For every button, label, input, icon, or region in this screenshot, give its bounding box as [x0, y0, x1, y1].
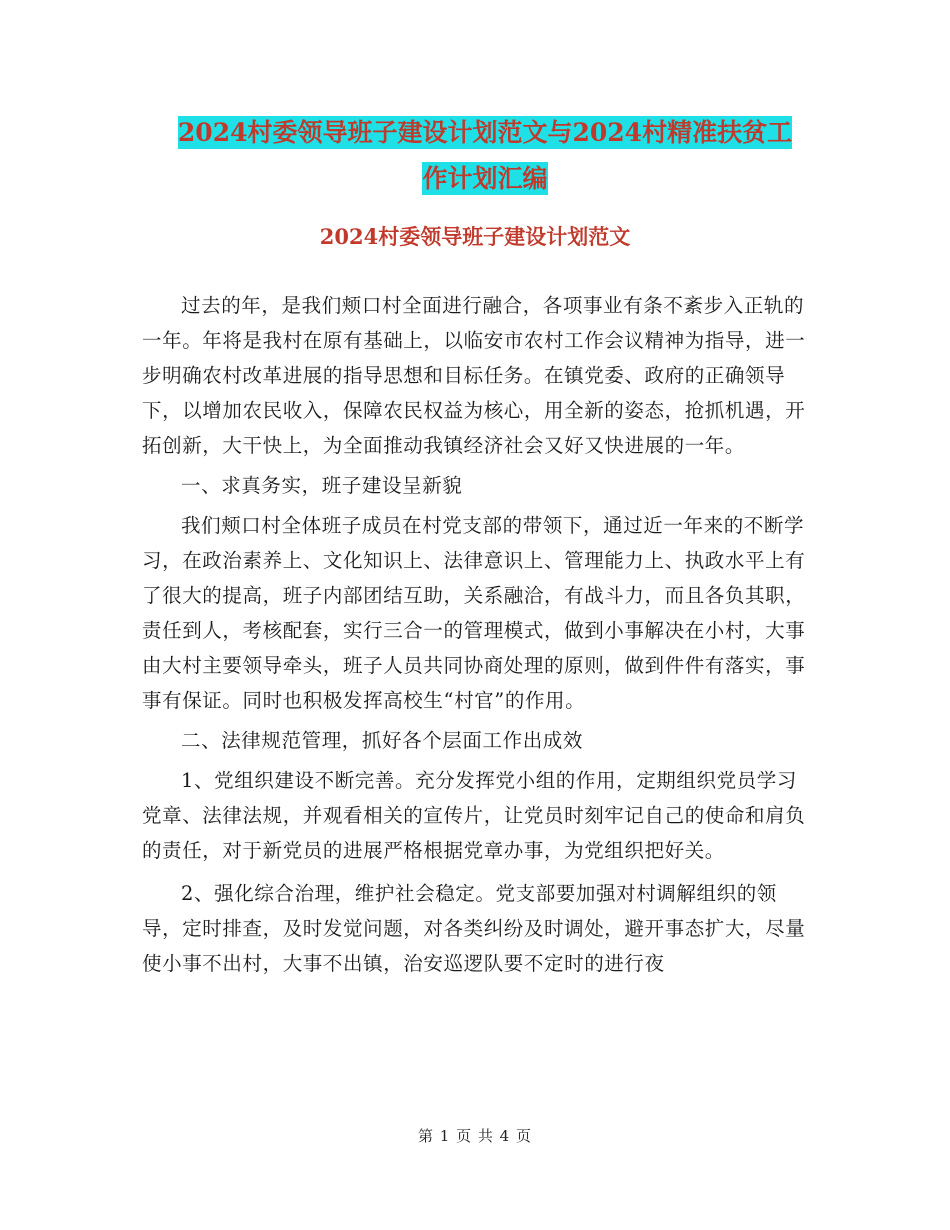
document-title-line1: 2024村委领导班子建设计划范文与2024村精准扶贫工	[177, 118, 793, 147]
paragraph: 1、党组织建设不断完善。充分发挥党小组的作用，定期组织党员学习党章、法律法规，并观看相关的宣传片，让党员时刻牢记自己的使命和肩负的责任，对于新党员的进展严格根据党章办事，为党组织把好关。	[142, 769, 806, 862]
document-body	[142, 288, 810, 986]
paragraph: 过去的年，是我们颊口村全面进行融合，各项事业有条不紊步入正轨的一年。年将是我村在原有基础上，以临安市农村工作会议精神为指导，进一步明确农村改革进展的指导思想和目标任务。在镇党委、政府的正确领导下，以增加农民收入，保障农民权益为核心，用全新的姿态，抢抓机遇，开拓创新，大干快上，为全面推动我镇经济社会又好又快进展的一年。	[142, 294, 806, 457]
heading-paragraph: 一、求真务实，班子建设呈新貌	[181, 474, 463, 497]
paragraph: 2、强化综合治理，维护社会稳定。党支部要加强对村调解组织的领导，定时排查，及时发觉问题，对各类纠纷及时调处，避开事态扩大，尽量使小事不出村，大事不出镇，治安巡逻队要不定时的进行夜	[142, 882, 806, 975]
paragraph: 我们颊口村全体班子成员在村党支部的带领下，通过近一年来的不断学习，在政治素养上、文化知识上、法律意识上、管理能力上、执政水平上有了很大的提高，班子内部团结互助，关系融洽，有战斗力，而且各负其职，责任到人，考核配套，实行三合一的管理模式，做到小事解决在小村，大事由大村主要领导牵头，班子人员共同协商处理的原则，做到件件有落实，事事有保证。同时也积极发挥高校生“村官”的作用。	[142, 514, 806, 712]
document-title-line2: 作计划汇编	[422, 164, 548, 193]
heading-paragraph: 二、法律规范管理，抓好各个层面工作出成效	[181, 729, 584, 752]
page-footer: 第 1 页 共 4 页	[418, 1127, 532, 1145]
section-title: 2024村委领导班子建设计划范文	[319, 224, 631, 249]
document-title	[140, 110, 830, 202]
